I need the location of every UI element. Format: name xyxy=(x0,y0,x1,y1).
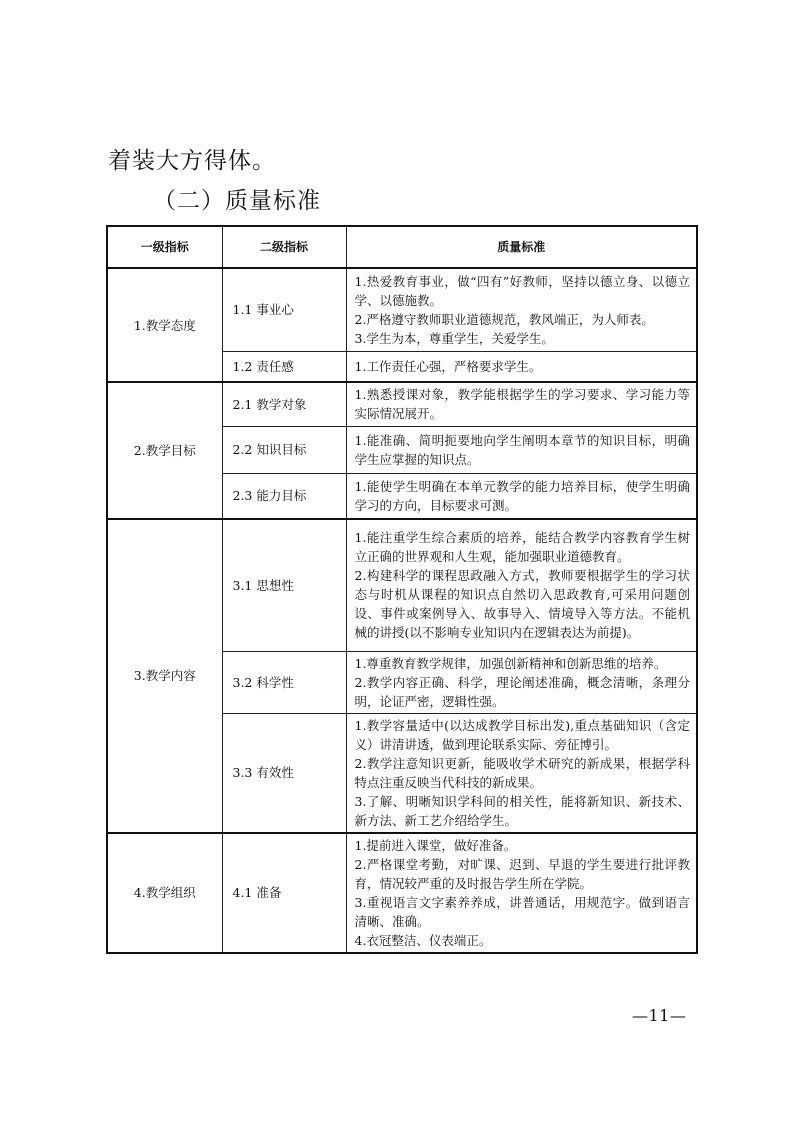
header-level1: 一级指标 xyxy=(107,226,222,268)
lead-line: 着装大方得体。 xyxy=(108,148,276,174)
standard-item: 2.构建科学的课程思政融入方式，教师要根据学生的学习状态与时机从课程的知识点自然切入思政教育,可采用问题创设、事件或案例导入、故事导入、情境导入等方法。不能机械的讲授(以不影响专业知识内在逻辑表达为前提)。 xyxy=(354,568,690,641)
table-header-row xyxy=(107,226,697,268)
standard-item: 1.熟悉授课对象，教学能根据学生的学习要求、学习能力等实际情况展开。 xyxy=(354,387,690,422)
standard-item: 3.了解、明晰知识学科间的相关性，能将新知识、新技术、新方法、新工艺介绍给学生。 xyxy=(354,793,690,828)
level2-cell: 2.1 教学对象 xyxy=(222,382,346,426)
standard-item: 1.提前进入课堂，做好准备。 xyxy=(354,837,517,853)
header-level2: 二级指标 xyxy=(222,226,346,268)
standard-item: 3.重视语言文字素养养成，讲普通话，用规范字。做到语言清晰、准确。 xyxy=(354,894,690,929)
standard-cell xyxy=(346,351,697,382)
level1-cell: 1.教学态度 xyxy=(107,268,222,382)
standard-item: 1.尊重教育教学规律，加强创新精神和创新思维的培养。 xyxy=(354,655,667,671)
level2-cell: 2.2 知识目标 xyxy=(222,426,346,473)
standard-item: 4.衣冠整洁、仪表端正。 xyxy=(354,932,492,948)
level2-cell: 1.1 事业心 xyxy=(222,268,346,351)
standard-item: 3.学生为本，尊重学生，关爱学生。 xyxy=(354,330,554,346)
level2-cell: 3.1 思想性 xyxy=(222,519,346,651)
standard-item: 1.教学容量适中(以达成教学目标出发),重点基础知识（含定义）讲清讲透，做到理论联系实际、旁征博引。 xyxy=(354,717,690,752)
standard-item: 2.教学内容正确、科学，理论阐述准确，概念清晰，条理分明，论证严密，逻辑性强。 xyxy=(354,674,690,709)
level2-cell: 2.3 能力目标 xyxy=(222,473,346,519)
level1-cell: 3.教学内容 xyxy=(107,519,222,833)
standard-item: 1.能注重学生综合素质的培养，能结合教学内容教育学生树立正确的世界观和人生观，能加强职业道德教育。 xyxy=(354,530,690,565)
level2-cell: 3.3 有效性 xyxy=(222,713,346,833)
quality-standard-table xyxy=(106,225,698,954)
standard-item: 1.能使学生明确在本单元教学的能力培养目标，使学生明确学习的方向，目标要求可测。 xyxy=(354,478,690,513)
header-standard: 质量标准 xyxy=(346,226,697,268)
standard-cell xyxy=(346,519,697,651)
page-number: —11— xyxy=(632,1006,687,1025)
standard-item: 1.工作责任心强，严格要求学生。 xyxy=(354,358,542,374)
level2-cell: 4.1 准备 xyxy=(222,833,346,953)
standard-cell xyxy=(346,382,697,426)
standard-cell xyxy=(346,833,697,953)
level2-cell: 3.2 科学性 xyxy=(222,651,346,713)
standard-item: 2.严格课堂考勤，对旷课、迟到、早退的学生要进行批评教育，情况较严重的及时报告学生所在学院。 xyxy=(354,856,690,891)
level1-cell: 2.教学目标 xyxy=(107,382,222,519)
standard-cell xyxy=(346,473,697,519)
standard-item: 2.教学注意知识更新，能吸收学术研究的新成果，根据学科特点注重反映当代科技的新成果。 xyxy=(354,755,690,790)
standard-cell xyxy=(346,268,697,351)
table-row xyxy=(107,833,697,953)
standard-cell xyxy=(346,713,697,833)
table-row xyxy=(107,268,697,351)
standard-cell xyxy=(346,651,697,713)
standard-item: 1.热爱教育事业，做“四有”好教师，坚持以德立身、以德立学、以德施教。 xyxy=(354,273,690,308)
table-row xyxy=(107,382,697,426)
section-title: （二）质量标准 xyxy=(153,188,321,214)
level1-cell: 4.教学组织 xyxy=(107,833,222,953)
standard-item: 2.严格遵守教师职业道德规范，教风端正，为人师表。 xyxy=(354,311,654,327)
standard-cell xyxy=(346,426,697,473)
level2-cell: 1.2 责任感 xyxy=(222,351,346,382)
table-row xyxy=(107,519,697,651)
standard-item: 1.能准确、简明扼要地向学生阐明本章节的知识目标，明确学生应掌握的知识点。 xyxy=(354,432,690,467)
